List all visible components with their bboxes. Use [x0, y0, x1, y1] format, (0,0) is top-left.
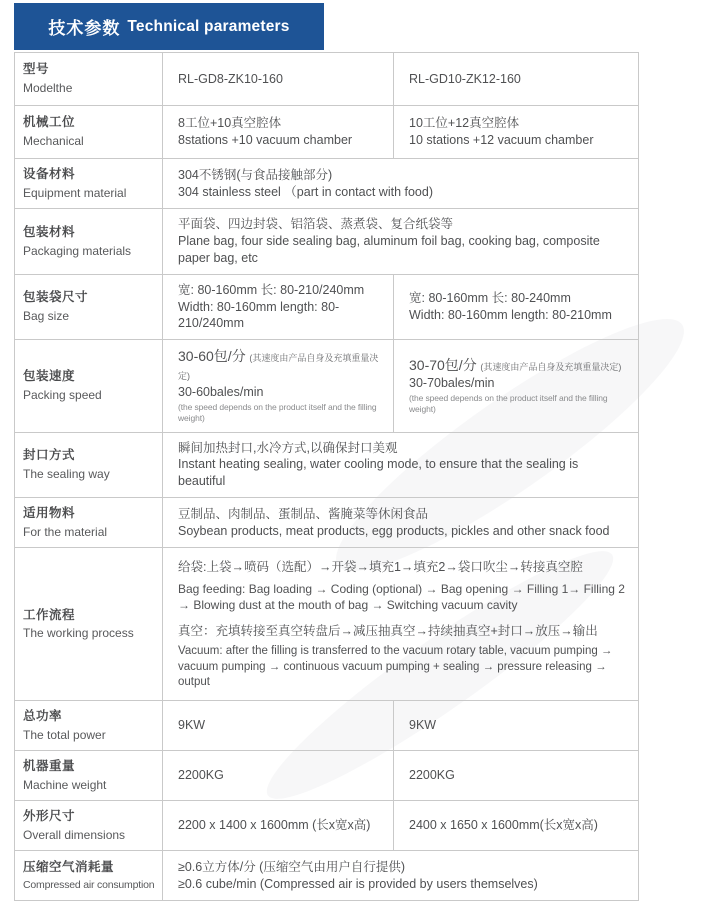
- label-zh: 机械工位: [23, 115, 76, 130]
- label-zh: 外形尺寸: [23, 809, 76, 824]
- spec-label-compressed-air: [15, 851, 163, 901]
- label-en: Compressed air consumption: [23, 878, 155, 891]
- spec-value-compressed-air: [163, 851, 639, 901]
- spec-value-working-process: [163, 548, 639, 701]
- packing-speed-2-main: 30-70包/分: [409, 357, 477, 374]
- row-overall-dimensions: [15, 801, 639, 851]
- label-en: Equipment material: [23, 185, 127, 200]
- spec-value-packing-speed-2: [394, 340, 639, 432]
- spec-value-sealing-way: [163, 432, 639, 498]
- technical-parameters-table: [14, 52, 639, 901]
- equipment-material-zh: 304不锈钢(与食品接触部分): [178, 167, 333, 182]
- machine-weight-1: 2200KG: [178, 768, 224, 783]
- working-process-bag-en: Bag feeding: Bag loading → Coding (optional) → Bag opening → Filling 1→ Filling 2 → Blowing dust at the mouth of bag → Switching vacuum cavity: [178, 582, 625, 613]
- label-zh: 封口方式: [23, 448, 76, 463]
- total-power-1: 9KW: [178, 718, 206, 733]
- packaging-materials-en: Plane bag, four side sealing bag, aluminum foil bag, cooking bag, composite paper bag, etc: [178, 233, 600, 265]
- label-zh: 总功率: [23, 708, 63, 723]
- working-process-vacuum-en: Vacuum: after the filling is transferred to the vacuum rotary table, vacuum pumping → vacuum pumping → continuous vacuum pumping + sealing → pressure releasing → output: [178, 645, 613, 689]
- spec-value-for-material: [163, 498, 639, 548]
- label-zh: 压缩空气消耗量: [23, 860, 115, 875]
- section-title-zh: 技术参数: [48, 19, 121, 38]
- spec-label-overall-dimensions: [15, 801, 163, 851]
- packing-speed-1-en: 30-60bales/min: [178, 384, 264, 399]
- spec-value-model-2: [394, 53, 639, 106]
- label-zh: 包装袋尺寸: [23, 290, 89, 305]
- spec-value-machine-weight-1: [163, 750, 394, 800]
- row-machine-weight: [15, 750, 639, 800]
- mechanical-value-1-en: 8stations +10 vacuum chamber: [178, 133, 353, 147]
- row-mechanical: [15, 106, 639, 159]
- for-material-zh: 豆制品、肉制品、蛋制品、酱腌菜等休闲食品: [178, 506, 429, 521]
- spec-value-packaging-materials: [163, 209, 639, 275]
- row-total-power: [15, 700, 639, 750]
- spec-value-overall-dimensions-1: [163, 801, 394, 851]
- spec-value-bag-size-1: [163, 274, 394, 340]
- overall-dimensions-1: 2200 x 1400 x 1600mm (长x宽x高): [178, 818, 371, 833]
- spec-value-model-1: [163, 53, 394, 106]
- label-en: Machine weight: [23, 777, 107, 792]
- packing-speed-1-note-en: (the speed depends on the product itself and the filling weight): [178, 401, 377, 424]
- label-zh: 包装速度: [23, 369, 76, 384]
- label-en: The working process: [23, 626, 134, 641]
- packing-speed-1-main: 30-60包/分: [178, 348, 246, 365]
- for-material-en: Soybean products, meat products, egg products, pickles and other snack food: [178, 523, 610, 538]
- bag-size-1-zh: 宽: 80-160mm 长: 80-210/240mm: [178, 282, 365, 297]
- spec-label-bag-size: [15, 274, 163, 340]
- label-en: Modelthe: [23, 81, 73, 96]
- section-title-en: Technical parameters: [127, 17, 290, 35]
- row-compressed-air: [15, 851, 639, 901]
- row-for-material: [15, 498, 639, 548]
- mechanical-value-2-en: 10 stations +12 vacuum chamber: [409, 133, 594, 147]
- spec-label-packaging-materials: [15, 209, 163, 275]
- label-en: The total power: [23, 727, 106, 742]
- spec-label-total-power: [15, 700, 163, 750]
- row-model: [15, 53, 639, 106]
- spec-value-mechanical-1: [163, 106, 394, 159]
- model-value-1: RL-GD8-ZK10-160: [178, 71, 283, 86]
- row-sealing-way: [15, 432, 639, 498]
- packing-speed-2-en: 30-70bales/min: [409, 375, 495, 390]
- packaging-materials-zh: 平面袋、四边封袋、铝箔袋、蒸煮袋、复合纸袋等: [178, 217, 454, 232]
- label-en: The sealing way: [23, 467, 110, 482]
- spec-label-for-material: [15, 498, 163, 548]
- sealing-way-zh: 瞬间加热封口,水冷方式,以确保封口美观: [178, 440, 398, 455]
- spec-value-bag-size-2: [394, 274, 639, 340]
- spec-value-equipment-material: [163, 159, 639, 209]
- spec-value-packing-speed-1: [163, 340, 394, 432]
- spec-label-model: [15, 53, 163, 106]
- row-working-process: [15, 548, 639, 701]
- section-title-banner: [14, 3, 324, 50]
- bag-size-2-zh: 宽: 80-160mm 长: 80-240mm: [409, 291, 571, 306]
- label-zh: 型号: [23, 62, 50, 77]
- overall-dimensions-2: 2400 x 1650 x 1600mm(长x宽x高): [409, 818, 598, 833]
- compressed-air-en: ≥0.6 cube/min (Compressed air is provided by users themselves): [178, 876, 538, 891]
- bag-size-1-en: Width: 80-160mm length: 80-210/240mm: [178, 299, 340, 331]
- packing-speed-2-note-zh: (其速度由产品自身及充填重量决定): [480, 362, 622, 373]
- bag-size-2-en: Width: 80-160mm length: 80-210mm: [409, 308, 612, 322]
- equipment-material-en: 304 stainless steel （part in contact with food): [178, 184, 433, 199]
- spec-label-mechanical: [15, 106, 163, 159]
- spec-label-equipment-material: [15, 159, 163, 209]
- spec-label-packing-speed: [15, 340, 163, 432]
- row-packaging-materials: [15, 209, 639, 275]
- working-process-vacuum-zh: 真空：充填转接至真空转盘后→减压抽真空→持续抽真空+封口→放压→输出: [178, 623, 598, 638]
- spec-label-sealing-way: [15, 432, 163, 498]
- total-power-2: 9KW: [409, 718, 437, 733]
- machine-weight-2: 2200KG: [409, 768, 455, 783]
- packing-speed-1-note-zh: (其速度由产品自身及充填重量决定): [178, 353, 379, 382]
- label-en: Mechanical: [23, 134, 84, 149]
- sealing-way-en: Instant heating sealing, water cooling mode, to ensure that the sealing is beautiful: [178, 457, 579, 489]
- model-value-2: RL-GD10-ZK12-160: [409, 71, 521, 86]
- spec-value-total-power-2: [394, 700, 639, 750]
- label-zh: 机器重量: [23, 758, 76, 773]
- row-packing-speed: [15, 340, 639, 432]
- spec-value-mechanical-2: [394, 106, 639, 159]
- spec-label-machine-weight: [15, 750, 163, 800]
- spec-value-overall-dimensions-2: [394, 801, 639, 851]
- packing-speed-2-note-en: (the speed depends on the product itself and the filling weight): [409, 392, 608, 415]
- label-en: Packing speed: [23, 388, 102, 403]
- compressed-air-zh: ≥0.6立方体/分 (压缩空气由用户自行提供): [178, 859, 406, 874]
- label-en: For the material: [23, 525, 108, 540]
- label-zh: 适用物料: [23, 506, 76, 521]
- working-process-bag-zh: 给袋:上袋→喷码（选配）→开袋→填充1→填充2→袋口吹尘→转接真空腔: [178, 560, 583, 575]
- mechanical-value-2-zh: 10工位+12真空腔体: [409, 116, 520, 131]
- spec-value-total-power-1: [163, 700, 394, 750]
- spec-label-working-process: [15, 548, 163, 701]
- row-equipment-material: [15, 159, 639, 209]
- label-en: Bag size: [23, 309, 70, 324]
- label-zh: 工作流程: [23, 607, 76, 622]
- label-zh: 包装材料: [23, 224, 76, 239]
- label-zh: 设备材料: [23, 167, 76, 181]
- row-bag-size: [15, 274, 639, 340]
- mechanical-value-1-zh: 8工位+10真空腔体: [178, 116, 282, 131]
- label-en: Packaging materials: [23, 243, 132, 258]
- spec-value-machine-weight-2: [394, 750, 639, 800]
- label-en: Overall dimensions: [23, 827, 126, 842]
